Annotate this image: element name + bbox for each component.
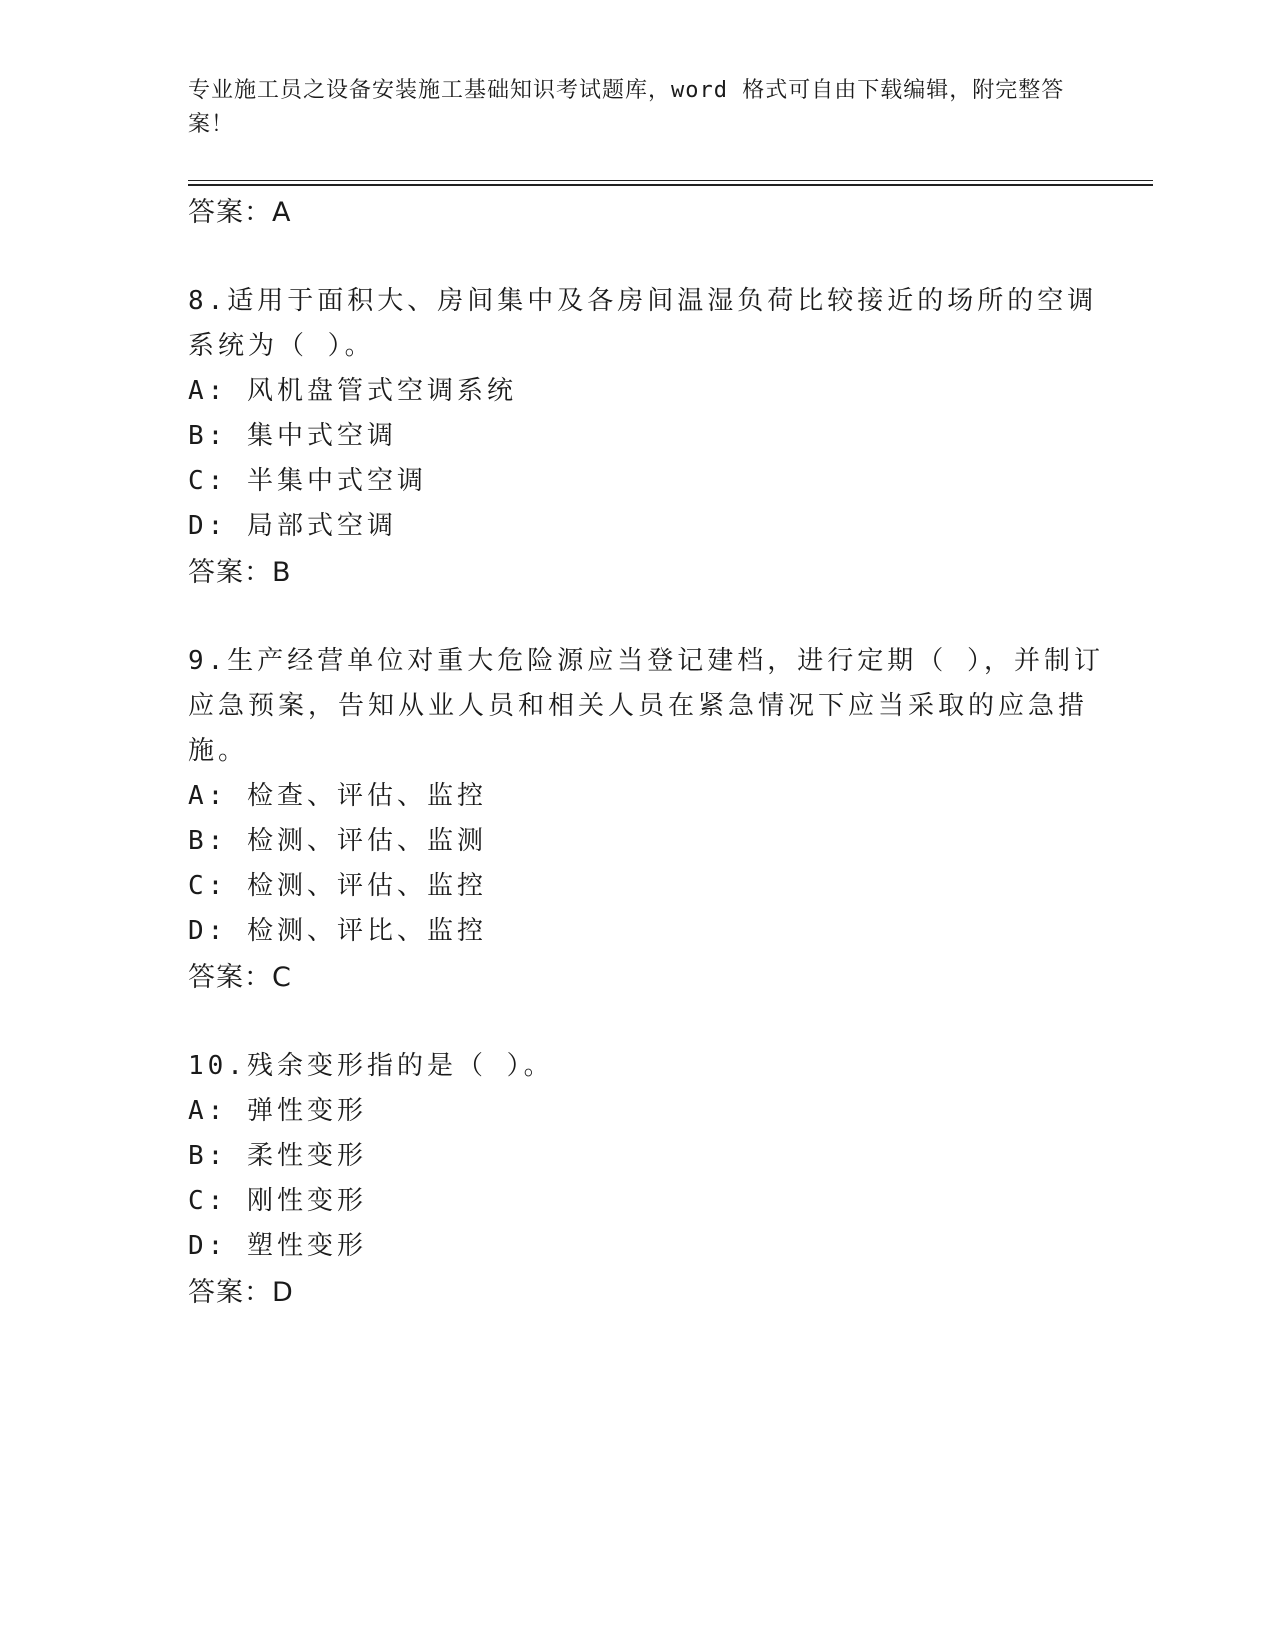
question-9-answer: 答案：C: [188, 962, 292, 993]
question-8-option-c: C: 半集中式空调: [188, 466, 427, 496]
question-10-option-c: C: 刚性变形: [188, 1186, 367, 1216]
question-8-answer: 答案：B: [188, 557, 292, 588]
question-9-option-b: B: 检测、评估、监测: [188, 826, 487, 856]
question-9-option-d: D: 检测、评比、监控: [188, 916, 487, 946]
question-8-option-a: A: 风机盘管式空调系统: [188, 376, 517, 406]
question-9-stem-line-1: 9.生产经营单位对重大危险源应当登记建档，进行定期（ ），并制订: [188, 646, 1104, 676]
header-divider-top: [188, 180, 1153, 181]
document-header: 专业施工员之设备安装施工基础知识考试题库，word 格式可自由下载编辑，附完整答案！: [188, 78, 1065, 137]
header-divider-bottom: [188, 184, 1153, 186]
question-8-option-b: B: 集中式空调: [188, 421, 397, 451]
question-9-stem-line-3: 施。: [188, 736, 249, 766]
answer-prev: 答案：A: [188, 197, 292, 228]
question-10-option-a: A: 弹性变形: [188, 1096, 367, 1126]
question-8-option-d: D: 局部式空调: [188, 511, 397, 541]
question-10-option-d: D: 塑性变形: [188, 1231, 367, 1261]
question-9-option-c: C: 检测、评估、监控: [188, 871, 487, 901]
question-10-option-b: B: 柔性变形: [188, 1141, 367, 1171]
question-8-stem-line-2: 系统为（ ）。: [188, 331, 375, 361]
question-10-answer: 答案：D: [188, 1277, 294, 1308]
question-10-stem-line-1: 10.残余变形指的是（ ）。: [188, 1051, 554, 1081]
question-8-stem-line-1: 8.适用于面积大、房间集中及各房间温湿负荷比较接近的场所的空调: [188, 286, 1098, 316]
question-9-stem-line-2: 应急预案，告知从业人员和相关人员在紧急情况下应当采取的应急措: [188, 691, 1089, 721]
question-9-option-a: A: 检查、评估、监控: [188, 781, 487, 811]
